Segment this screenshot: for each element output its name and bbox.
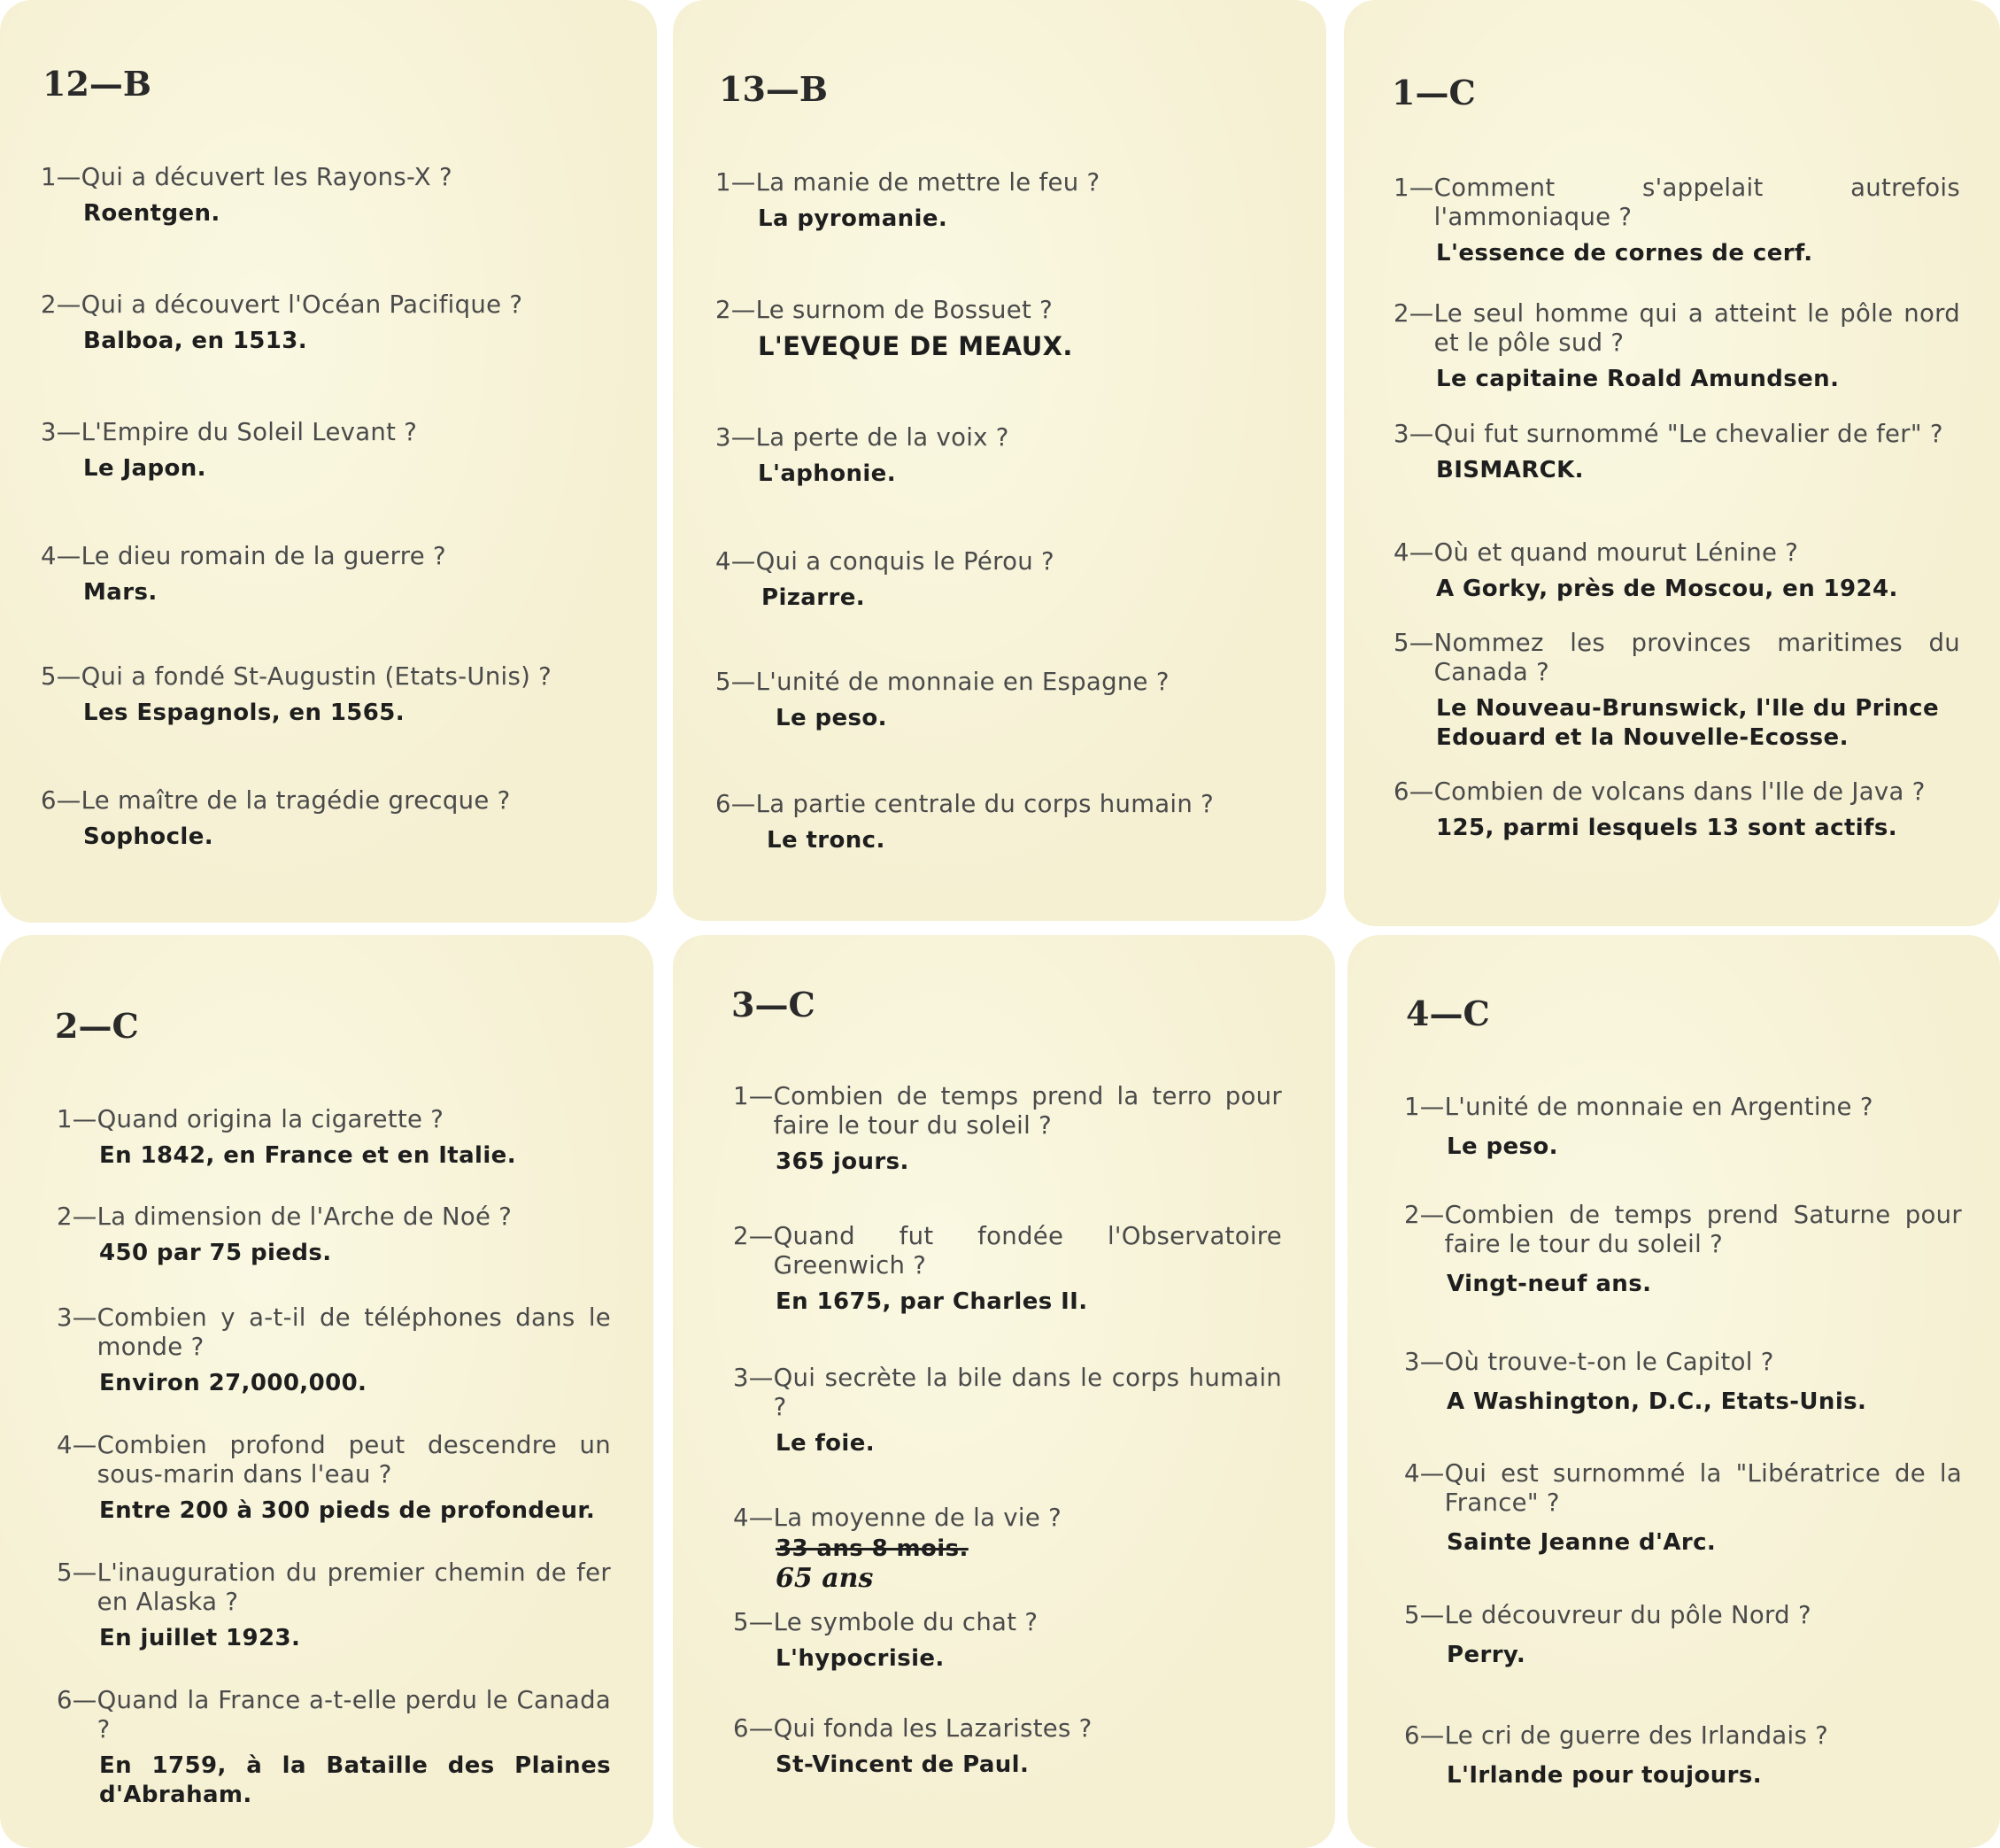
question-text: L'unité de monnaie en Espagne ? [755, 668, 1170, 696]
question-text: Le découvreur du pôle Nord ? [1444, 1601, 1811, 1629]
question-block [41, 542, 590, 607]
answer: St-Vincent de Paul. [776, 1751, 1030, 1778]
question-block [57, 1431, 611, 1526]
question-block [1404, 1201, 1962, 1299]
answer: En juillet 1923. [99, 1625, 301, 1651]
answer: Les Espagnols, en 1565. [83, 700, 405, 726]
question-block [733, 1082, 1282, 1177]
question [733, 1504, 1282, 1533]
question [715, 547, 1282, 576]
question [733, 1608, 1282, 1637]
card-title: 1—C [1392, 73, 1476, 112]
question-text: Le maître de la tragédie grecque ? [81, 786, 511, 815]
question-text: L'Empire du Soleil Levant ? [81, 418, 418, 446]
question [1394, 420, 1960, 449]
answer: BISMARCK. [1436, 457, 1584, 483]
answer: Le tronc. [767, 827, 885, 854]
question [41, 290, 590, 320]
question-block [1404, 1348, 1962, 1417]
answer: Sainte Jeanne d'Arc. [1447, 1529, 1717, 1556]
question [715, 790, 1282, 819]
question-number: 6— [57, 1686, 97, 1714]
question-number: 5— [733, 1608, 774, 1636]
struck-answer: 33 ans 8 mois. [776, 1535, 969, 1562]
answer: Le peso. [776, 705, 887, 731]
question-text: Combien de volcans dans l'Ile de Java ? [1433, 777, 1926, 806]
question [57, 1105, 611, 1134]
card-4-c [1347, 935, 2000, 1848]
question [57, 1303, 611, 1362]
question-block [715, 168, 1282, 234]
question [57, 1202, 611, 1232]
question [1394, 174, 1960, 232]
question-number: 3— [1394, 420, 1434, 448]
question-block [733, 1222, 1282, 1317]
card-title: 12—B [42, 64, 151, 104]
question-number: 3— [41, 418, 81, 446]
question-text: L'inauguration du premier chemin de fer en Alaska ? [97, 1558, 611, 1616]
question-text: Le dieu romain de la guerre ? [81, 542, 446, 570]
question-number: 5— [1404, 1601, 1445, 1629]
question-number: 1— [715, 168, 756, 197]
question-text: Qui a décuvert les Rayons-X ? [81, 163, 452, 191]
question [57, 1686, 611, 1744]
answer: Entre 200 à 300 pieds de profondeur. [99, 1497, 596, 1524]
question [57, 1431, 611, 1489]
question-block [1404, 1093, 1962, 1162]
question-number: 1— [1394, 174, 1434, 202]
question [715, 668, 1282, 697]
question-number: 5— [1394, 629, 1434, 657]
question-text: La dimension de l'Arche de Noé ? [97, 1202, 513, 1231]
question-text: Quand fut fondée l'Observatoire Greenwich ? [773, 1222, 1282, 1280]
question-text: La perte de la voix ? [755, 423, 1009, 452]
question [1394, 538, 1960, 568]
question-text: Qui fut surnommé "Le chevalier de fer" ? [1433, 420, 1943, 448]
question-block [1394, 299, 1960, 394]
question-number: 4— [715, 547, 756, 576]
question [41, 418, 590, 447]
answer: La pyromanie. [758, 205, 948, 232]
question-number: 6— [41, 786, 81, 815]
answer: Roentgen. [83, 200, 220, 227]
question-block [57, 1105, 611, 1171]
question [733, 1222, 1282, 1280]
question-number: 6— [1404, 1721, 1445, 1750]
question [715, 296, 1282, 325]
question-number: 4— [41, 542, 81, 570]
answer: Sophocle. [83, 823, 214, 850]
question-number: 1— [1404, 1093, 1445, 1121]
card-title: 13—B [719, 69, 828, 109]
answer: Environ 27,000,000. [99, 1370, 367, 1396]
question-block [1394, 777, 1960, 843]
answer: Le capitaine Roald Amundsen. [1436, 366, 1840, 392]
question-block [733, 1504, 1282, 1594]
answer: 450 par 75 pieds. [99, 1240, 332, 1266]
question-text: Qui a fondé St-Augustin (Etats-Unis) ? [81, 662, 552, 691]
answer: Mars. [83, 579, 158, 606]
question-block [715, 296, 1282, 361]
question [1404, 1348, 1962, 1377]
question-text: Le seul homme qui a atteint le pôle nord et le pôle sud ? [1433, 299, 1960, 357]
question-block [41, 662, 590, 728]
question-text: Nommez les provinces maritimes du Canada ? [1433, 629, 1960, 686]
answer: Le Nouveau-Brunswick, l'Ile du Prince Edouard et la Nouvelle-Ecosse. [1436, 695, 1939, 751]
question-text: La moyenne de la vie ? [773, 1504, 1062, 1532]
question-text: Qui a conquis le Pérou ? [755, 547, 1054, 576]
question-number: 5— [57, 1558, 97, 1587]
question-number: 1— [41, 163, 81, 191]
question-text: Qui a découvert l'Océan Pacifique ? [81, 290, 523, 319]
question-text: Combien profond peut descendre un sous-marin dans l'eau ? [97, 1431, 611, 1488]
question-block [1404, 1721, 1962, 1790]
question-block [41, 163, 590, 228]
question-number: 1— [57, 1105, 97, 1133]
question-number: 2— [41, 290, 81, 319]
question-block [57, 1303, 611, 1398]
question-number: 2— [1394, 299, 1434, 328]
question [41, 163, 590, 192]
answer: Le Japon. [83, 455, 206, 482]
question-text: Combien y a-t-il de téléphones dans le monde ? [97, 1303, 611, 1361]
question-number: 2— [57, 1202, 97, 1231]
question-block [733, 1364, 1282, 1458]
question [1404, 1201, 1962, 1259]
answer: En 1675, par Charles II. [776, 1288, 1088, 1315]
answer: 365 jours. [776, 1148, 909, 1175]
question [733, 1082, 1282, 1141]
question [715, 168, 1282, 197]
question [1404, 1459, 1962, 1518]
question-block [41, 786, 590, 852]
answer: Le foie. [776, 1430, 876, 1457]
card-3-c [673, 935, 1335, 1848]
question [733, 1364, 1282, 1422]
question-text: Où trouve-t-on le Capitol ? [1444, 1348, 1774, 1376]
question-text: La partie centrale du corps humain ? [755, 790, 1215, 818]
question-text: L'unité de monnaie en Argentine ? [1444, 1093, 1873, 1121]
question-text: Le symbole du chat ? [773, 1608, 1039, 1636]
answer: 125, parmi lesquels 13 sont actifs. [1436, 815, 1897, 841]
question-text: Comment s'appelait autrefois l'ammoniaque ? [1433, 174, 1960, 231]
answer: Pizarre. [761, 584, 866, 611]
card-title: 3—C [731, 985, 815, 1025]
question-block [57, 1202, 611, 1268]
question-text: Qui secrète la bile dans le corps humain ? [773, 1364, 1282, 1421]
question-number: 3— [733, 1364, 774, 1392]
question-text: Combien de temps prend Saturne pour faire le tour du soleil ? [1444, 1201, 1962, 1258]
question-block [1394, 538, 1960, 604]
question-number: 6— [1394, 777, 1434, 806]
card-title: 4—C [1406, 994, 1490, 1033]
question-text: Qui fonda les Lazaristes ? [773, 1714, 1093, 1743]
question-block [57, 1558, 611, 1653]
question-block [1394, 174, 1960, 268]
question-block [41, 290, 590, 356]
question-block [1394, 629, 1960, 753]
answer: Perry. [1447, 1642, 1526, 1668]
handwritten-correction: 65 ans [776, 1563, 874, 1594]
question-block [1404, 1459, 1962, 1558]
question-number: 2— [733, 1222, 774, 1250]
question-block [41, 418, 590, 483]
answer: L'aphonie. [758, 460, 896, 487]
question-block [715, 423, 1282, 489]
question [733, 1714, 1282, 1744]
question-block [715, 790, 1282, 855]
question [715, 423, 1282, 452]
answer: Balboa, en 1513. [83, 328, 308, 354]
question-block [715, 668, 1282, 733]
question-number: 4— [57, 1431, 97, 1459]
question-number: 5— [715, 668, 756, 696]
answer: Le peso. [1447, 1133, 1558, 1160]
question-text: Où et quand mourut Lénine ? [1433, 538, 1799, 567]
question-number: 4— [733, 1504, 774, 1532]
question-block [733, 1608, 1282, 1674]
question-number: 3— [57, 1303, 97, 1332]
question-block [733, 1714, 1282, 1780]
answer: L'hypocrisie. [776, 1645, 945, 1672]
question-number: 4— [1404, 1459, 1445, 1488]
answer: L'essence de cornes de cerf. [1436, 240, 1813, 267]
question-number: 4— [1394, 538, 1434, 567]
answer: Vingt-neuf ans. [1447, 1271, 1652, 1297]
question [41, 542, 590, 571]
question-block [1404, 1601, 1962, 1670]
card-2-c [0, 935, 653, 1848]
question-text: Quand origina la cigarette ? [97, 1105, 444, 1133]
question-text: Le cri de guerre des Irlandais ? [1444, 1721, 1829, 1750]
card-1-c [1344, 0, 2000, 926]
question-text: Combien de temps prend la terro pour faire le tour du soleil ? [773, 1082, 1282, 1140]
question-number: 3— [1404, 1348, 1445, 1376]
question-number: 2— [1404, 1201, 1445, 1229]
question [1394, 777, 1960, 807]
question-text: Qui est surnommé la "Libératrice de la France" ? [1444, 1459, 1962, 1517]
answer: En 1759, à la Bataille des Plaines d'Abraham. [99, 1752, 611, 1808]
answer: A Washington, D.C., Etats-Unis. [1447, 1388, 1867, 1415]
question [41, 786, 590, 816]
question [1404, 1093, 1962, 1122]
answer: En 1842, en France et en Italie. [99, 1142, 516, 1169]
answer: L'EVEQUE DE MEAUX. [758, 331, 1073, 361]
answer: L'Irlande pour toujours. [1447, 1762, 1763, 1789]
card-12-b [0, 0, 657, 923]
question-text: Le surnom de Bossuet ? [755, 296, 1054, 324]
question-number: 2— [715, 296, 756, 324]
question-number: 6— [715, 790, 756, 818]
question [57, 1558, 611, 1617]
question [1404, 1601, 1962, 1630]
question-block [1394, 420, 1960, 485]
answer: A Gorky, près de Moscou, en 1924. [1436, 576, 1898, 602]
question-number: 3— [715, 423, 756, 452]
question-block [57, 1686, 611, 1810]
question-number: 5— [41, 662, 81, 691]
question [41, 662, 590, 692]
card-title: 2—C [55, 1006, 139, 1046]
question [1404, 1721, 1962, 1751]
question-text: La manie de mettre le feu ? [755, 168, 1100, 197]
question-number: 6— [733, 1714, 774, 1743]
question-block [715, 547, 1282, 613]
card-13-b [673, 0, 1326, 921]
question-number: 1— [733, 1082, 774, 1110]
question-text: Quand la France a-t-elle perdu le Canada ? [97, 1686, 611, 1744]
question [1394, 629, 1960, 687]
answer [733, 1535, 1282, 1564]
question [1394, 299, 1960, 358]
